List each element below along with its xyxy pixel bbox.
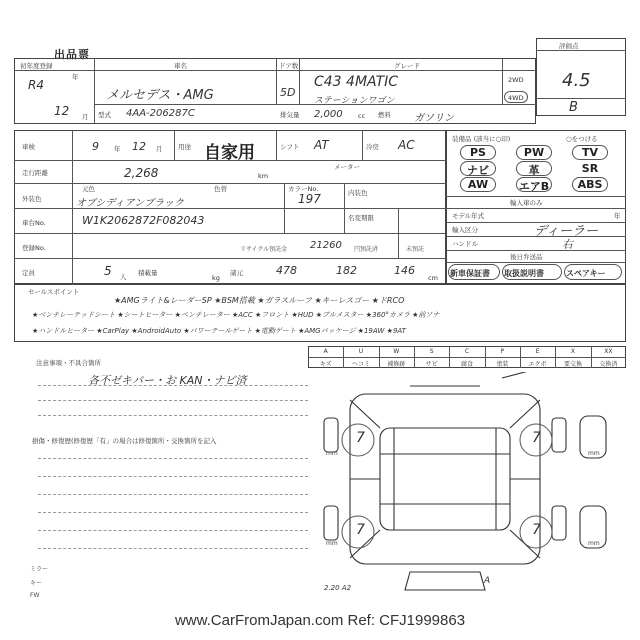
inspection-month: 12 xyxy=(132,140,146,153)
legend-code: E xyxy=(535,348,540,355)
legend-code: S xyxy=(429,348,434,355)
circle-mark xyxy=(460,161,496,176)
legend-code: W xyxy=(393,348,400,355)
eval-score: 4.5 xyxy=(562,70,591,91)
legend-meaning: 補修跡 xyxy=(387,361,406,368)
inspection-year: 9 xyxy=(92,140,99,153)
legend-meaning: 交換済 xyxy=(599,361,618,368)
diagram-note: 2.20 A2 xyxy=(324,584,352,592)
later-item: スペアキー xyxy=(566,269,606,278)
legend-code: XX xyxy=(604,348,613,355)
circle-mark xyxy=(516,177,552,192)
grade2: ステーションワゴン xyxy=(314,96,395,106)
diagram-mark: A xyxy=(484,576,491,586)
reg-month: 12 xyxy=(54,104,70,118)
legend-meaning: 塗装 xyxy=(496,361,509,368)
circle-mark xyxy=(516,161,552,176)
door-count: 5D xyxy=(280,86,296,99)
length: 478 xyxy=(276,264,297,277)
reg-year: R4 xyxy=(28,78,44,92)
width: 182 xyxy=(336,264,357,277)
legend-meaning: サビ xyxy=(425,361,438,368)
legend-code: C xyxy=(464,348,470,355)
circle-mark xyxy=(460,177,496,192)
equip-tv: TV xyxy=(581,146,599,159)
equip-airbag: エアB xyxy=(518,180,550,193)
auction-sheet: 出品票 評価点 4.5 B 初年度登録 R4 年 12 月 車名 メルセデス・AMG ドア数 5D グレード C43 4MATIC ステーションワゴン 2WD 4WD 型式 4AA-206287C 排気量 2,000 cc 燃料 ガソリン 車検 9 年 12 月 用途 自家用 シフト AT 冷房 AC メーター 走行距離 2,268 km 外装色 元色 色替 オブシディアンブラック カラーNo. 197 内装色 車台No. W1K2062872F082043 名変期限 登録No. リサイクル預託金 21260 円預託済 未預託 定員 5 人 積載量 kg 諸元 478 182 146 cm 装備品 (該当に○印) ○をつける PS PW TV ナビ 革 SR AW エアB ABS 輸入車のみ モデル年式 年 輸入区分 ディーラー ハンドル 右 後日弁送品 新車保証書 取扱説明書 スペアキー セールスポイント ★AMGライト&レーダーSP ★BSM搭載 ★ガラスルーフ ★キーレスゴー ★ドRCO ★ベンチレーテッドシート ★シートヒーター ★ベンチレーター ★ACC ★フロント ★HUD ★ブルメスター ★360°カメラ ★前ソナ ★ハンドルヒーター ★CarPlay ★AndroidAuto ★パワーテールゲート ★電動ゲート ★AMGパッケージ ★19AW ★9AT 注意事項・不具合箇所 各不ゼキバー・お KAN・ナビ済 損傷・修復歴(修復歴「有」の場合は修復箇所・交換箇所を記入 ミラー キー FW 7 7 7 7 mm mm mm mm 2.20 A2 A A キズ U ヘコミ W 補修跡 S サビ C 腐食 P 塗装 E エクボ X 要交換 XX 交換済 xyxy=(14,38,626,600)
legend-meaning: エクボ xyxy=(528,361,547,368)
shift: AT xyxy=(314,138,329,152)
ac: AC xyxy=(398,138,415,152)
legend-code: P xyxy=(500,348,505,355)
circle-mark xyxy=(564,264,622,280)
tread-rear-right: 7 xyxy=(532,522,541,538)
legend-meaning: キズ xyxy=(319,361,332,368)
later-item: 新車保証書 xyxy=(450,269,490,278)
chassis-number: W1K2062872F082043 xyxy=(82,214,205,227)
legend-meaning: 要交換 xyxy=(563,361,582,368)
sales-line: ★AMGライト&レーダーSP ★BSM搭載 ★ガラスルーフ ★キーレスゴー ★ドRCO xyxy=(114,296,405,305)
car-name: メルセデス・AMG xyxy=(106,88,214,103)
equip-leather: 革 xyxy=(528,164,540,177)
color-no: 197 xyxy=(298,192,321,206)
legend-code: U xyxy=(358,348,364,355)
model-code: 4AA-206287C xyxy=(126,108,195,119)
import-type: ディーラー xyxy=(534,224,598,239)
equip-ps: PS xyxy=(470,146,486,159)
tread-rear-left: 7 xyxy=(356,522,365,538)
equip-abs: ABS xyxy=(577,178,603,191)
row1-box xyxy=(14,58,536,124)
circle-mark xyxy=(448,264,500,280)
4wd-circle xyxy=(504,91,528,103)
reg-label: 初年度登録 xyxy=(20,62,53,70)
car-label: 車名 xyxy=(174,62,187,70)
legend-meaning: ヘコミ xyxy=(351,361,370,368)
circle-mark xyxy=(572,145,608,160)
notes-text: 各不ゼキバー・お KAN・ナビ済 xyxy=(88,374,247,387)
displacement: 2,000 xyxy=(314,109,343,120)
legend-meaning: 腐食 xyxy=(460,361,473,368)
eval-label: 評価点 xyxy=(559,42,579,50)
circle-mark xyxy=(572,177,608,192)
tread-front-right: 7 xyxy=(532,430,541,446)
equip-aw: AW xyxy=(467,178,489,191)
tread-front-left: 7 xyxy=(356,430,365,446)
height: 146 xyxy=(394,264,415,277)
use-value: 自家用 xyxy=(204,143,255,163)
fuel: ガソリン xyxy=(414,113,454,124)
equip-pw: PW xyxy=(523,146,545,159)
circle-mark xyxy=(502,264,562,280)
capacity: 5 xyxy=(104,264,112,278)
grade: C43 4MATIC xyxy=(314,74,399,90)
sheet-title: 出品票 xyxy=(54,48,90,61)
body-color: オブシディアンブラック xyxy=(76,198,184,209)
equip-navi: ナビ xyxy=(467,164,489,177)
interior-score: B xyxy=(569,100,578,115)
circle-mark xyxy=(516,145,552,160)
later-item: 取扱説明書 xyxy=(504,269,544,278)
circle-mark xyxy=(460,145,496,160)
recycle-amount: 21260 xyxy=(310,240,342,251)
car-damage-diagram xyxy=(310,372,626,600)
equip-sr: SR xyxy=(581,162,599,175)
sales-line: ★ベンチレーテッドシート ★シートヒーター ★ベンチレーター ★ACC ★フロント ★HUD ★ブルメスター ★360°カメラ ★前ソナ xyxy=(32,311,440,319)
legend-code: A xyxy=(323,348,328,355)
legend-code: X xyxy=(570,348,576,355)
sales-line: ★ハンドルヒーター ★CarPlay ★AndroidAuto ★パワーテールゲート ★電動ゲート ★AMGパッケージ ★19AW ★9AT xyxy=(32,327,406,335)
ref-watermark: www.CarFromJapan.com Ref: CFJ1999863 xyxy=(174,612,466,629)
handle: 右 xyxy=(562,238,573,251)
mileage: 2,268 xyxy=(124,166,159,180)
